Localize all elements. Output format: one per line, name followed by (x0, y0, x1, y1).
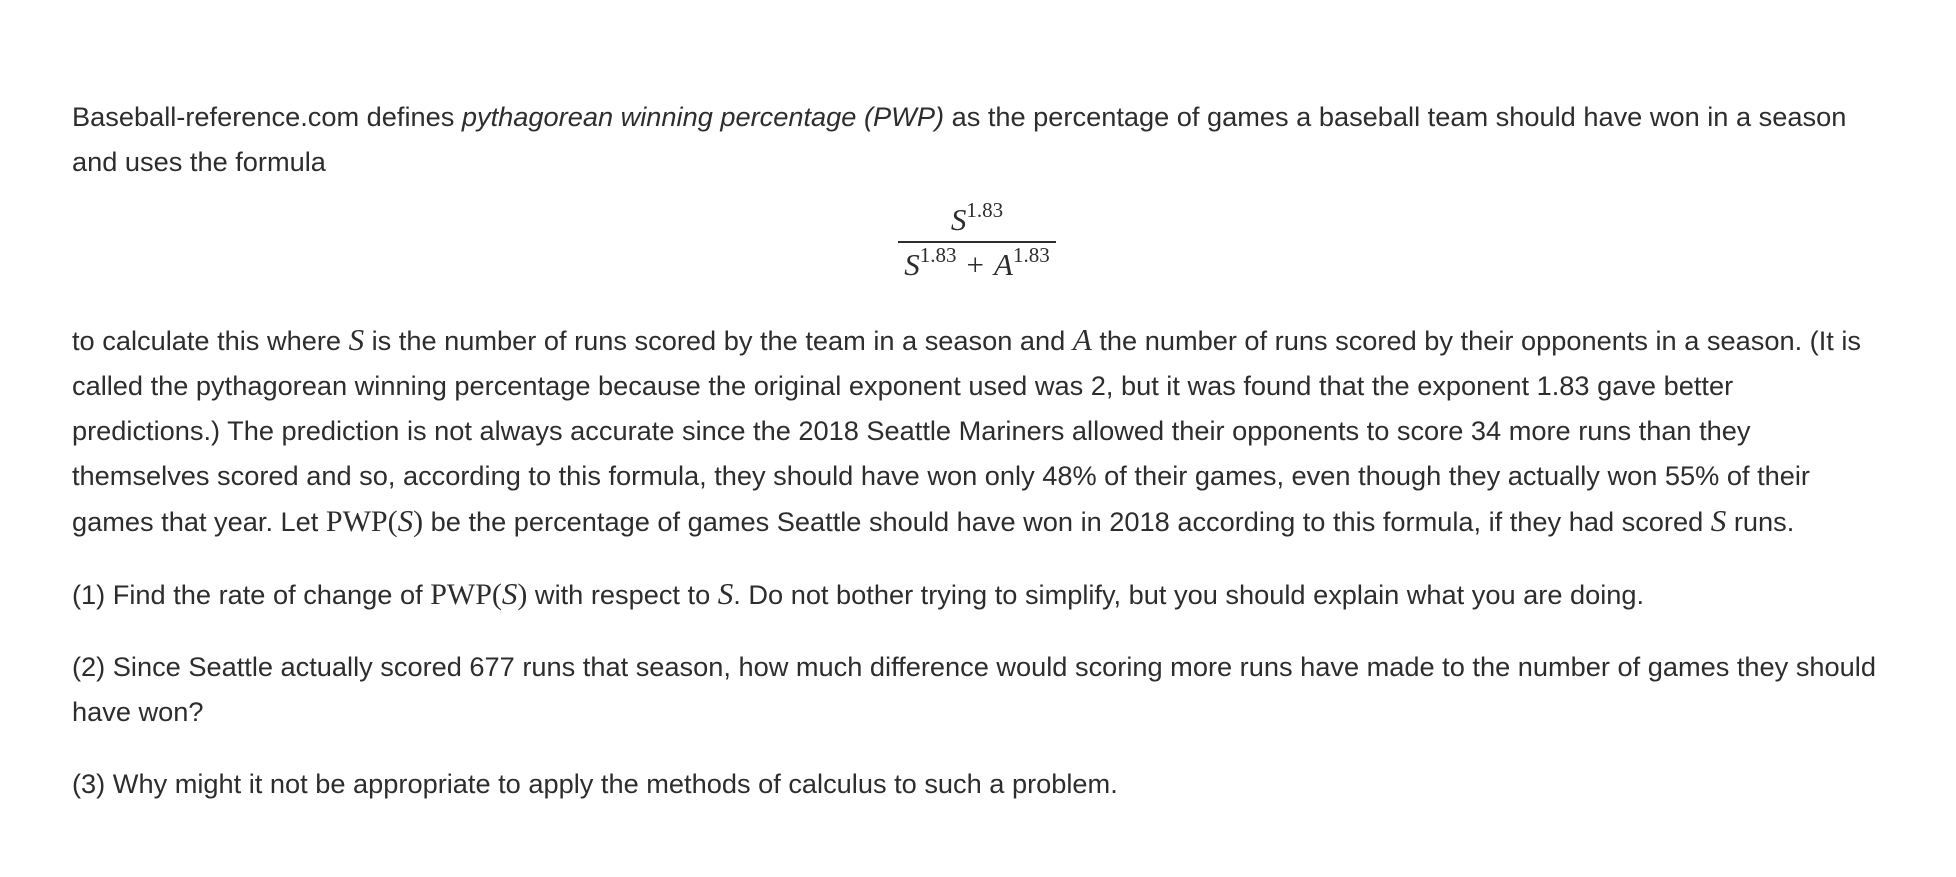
formula-denominator (898, 243, 1055, 280)
description-text-1: to calculate this where (72, 325, 349, 356)
q1-text-2: with respect to (527, 579, 718, 610)
question-1 (72, 571, 1882, 617)
var-s-runs: S (1710, 503, 1727, 538)
denominator-var-s: S (904, 247, 920, 282)
description-paragraph (72, 317, 1882, 544)
q1-text-1: (1) Find the rate of change of (72, 579, 431, 610)
description-text-4: be the percentage of games Seattle should have won in 2018 according to this formula, if they had scored (423, 506, 1711, 537)
pwp-term: pythagorean winning percentage (PWP) (461, 101, 945, 132)
q1-pwp-function-name: PWP( (430, 578, 502, 611)
plus-sign: + (966, 247, 985, 282)
var-s: S (348, 322, 365, 357)
pwp-function-name: PWP( (325, 505, 398, 538)
description-text-2: is the number of runs scored by the team in a season and (364, 325, 1073, 356)
denominator-var-a: A (994, 247, 1013, 282)
description-text-3: the number of runs scored by their opponents in a season. (It is called the pythagorean winning percentage because the original exponent used was 2, but it was found that the exponent 1.83 gave better predictions.) The prediction is not always accurate since the 2018 Seattle Mariners allowed their opponents to score 34 more runs than they themselves scored and so, according to this formula, they should have won only 48% of their games, even though they actually won 55% of their games that year. Let (72, 325, 1862, 537)
intro-text-before: Baseball-reference.com defines (72, 101, 462, 132)
intro-paragraph (72, 94, 1882, 184)
description-text-5: runs. (1726, 506, 1795, 537)
question-3: (3) Why might it not be appropriate to apply the methods of calculus to such a problem. (72, 768, 1118, 799)
formula-numerator (941, 198, 1013, 241)
denominator-exponent-a: 1.83 (1012, 243, 1050, 267)
formula-fraction (898, 198, 1055, 299)
denominator-exponent-s: 1.83 (919, 243, 957, 267)
numerator-var-s: S (950, 202, 967, 237)
problem-content (72, 94, 1882, 833)
q1-pwp-function-var: S (501, 576, 518, 611)
intro-text-after: as the percentage of games a baseball team should have won in a season and uses the formula (72, 101, 1847, 177)
pwp-formula (72, 198, 1882, 299)
numerator-exponent: 1.83 (966, 198, 1004, 222)
pwp-function-var: S (397, 503, 414, 538)
q1-pwp-function-close: ) (517, 578, 528, 611)
var-a: A (1072, 322, 1092, 357)
question-2: (2) Since Seattle actually scored 677 runs that season, how much difference would scoring more runs have made to the number of games they should have won? (72, 651, 1876, 727)
q1-var-s: S (717, 576, 734, 611)
q1-text-3: . Do not bother trying to simplify, but you should explain what you are doing. (733, 579, 1645, 610)
pwp-function-close: ) (413, 505, 424, 538)
